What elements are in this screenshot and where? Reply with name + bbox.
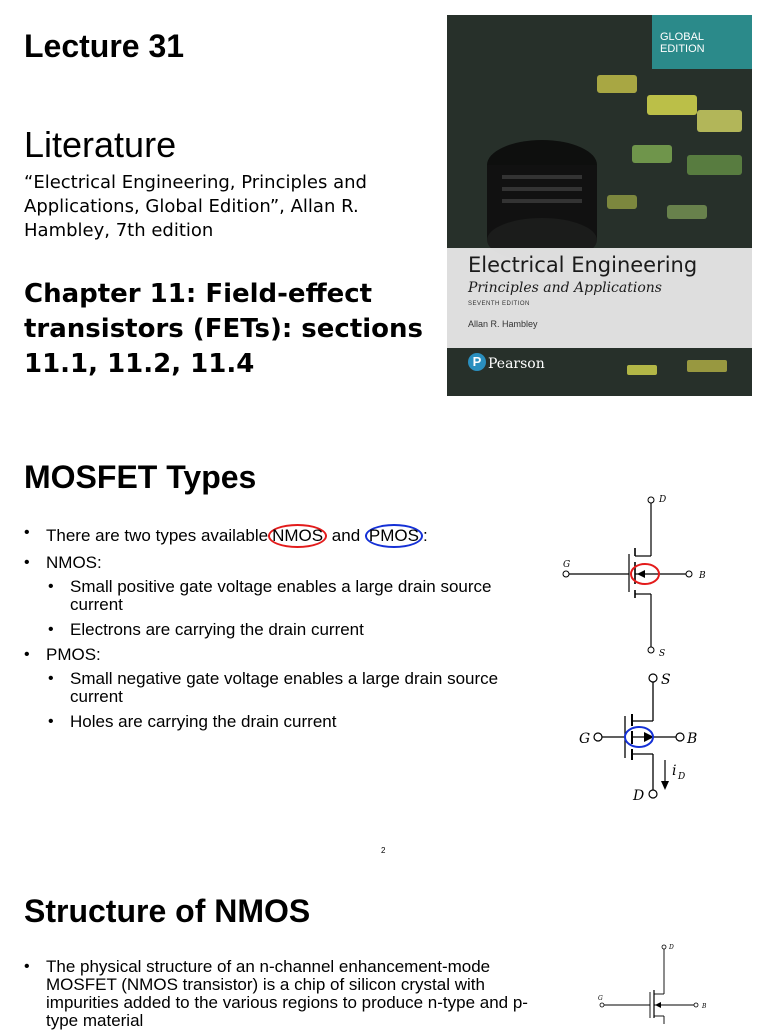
small-nmos-symbol (590, 938, 720, 1024)
chapter-reference: Chapter 11: Field-effect transistors (FETs): sections 11.1, 11.2, 11.4 (24, 279, 424, 379)
pmos-current-label: i (672, 763, 677, 779)
mosfet-types-title: MOSFET Types (24, 459, 257, 495)
book-cover-image (447, 15, 752, 396)
cover-subtitle: Principles and Applications (468, 280, 662, 296)
pmos-body-label: B (687, 731, 698, 747)
small-body-label: B (702, 1003, 707, 1010)
small-drain-label: D (669, 944, 674, 951)
badge-line-1: GLOBAL (660, 31, 705, 43)
list-item: • The physical structure of an n-channel enhancement-mode MOSFET (NMOS transistor) is a chip of silicon crystal with impurities added to the various regions to produce n-type and p-type material (46, 958, 546, 1030)
badge-line-2: EDITION (660, 43, 705, 55)
nmos-heading: • NMOS: (46, 554, 536, 572)
intro-suffix: : (422, 526, 428, 545)
pmos-heading: • PMOS: (46, 646, 536, 664)
pmos-gate-label: G (579, 731, 591, 747)
global-edition-badge (652, 15, 752, 69)
nmos-symbol-diagram (555, 488, 725, 663)
structure-nmos-title: Structure of NMOS (24, 893, 311, 929)
nmos-body-label: B (699, 571, 706, 581)
cover-title: Electrical Engineering (468, 253, 698, 277)
nmos-gate-label: G (563, 560, 571, 570)
pmos-drain-label: D (633, 788, 645, 804)
pearson-logo-icon: P (468, 353, 486, 371)
cover-edition: SEVENTH EDITION (468, 301, 530, 307)
list-item: • Holes are carrying the drain current (70, 713, 536, 731)
cover-publisher: Pearson (488, 356, 545, 372)
list-item: • Small negative gate voltage enables a large drain source current (70, 670, 536, 706)
list-item: • Small positive gate voltage enables a large drain source current (70, 578, 536, 614)
structure-nmos-list (46, 958, 546, 1030)
nmos-drain-label: D (659, 495, 667, 505)
cover-author: Allan R. Hambley (468, 319, 538, 329)
lecture-title: Lecture 31 (24, 28, 185, 64)
literature-heading: Literature (24, 124, 177, 165)
pmos-current-subscript: D (678, 772, 686, 782)
intro-and: and (331, 526, 361, 545)
small-gate-label: G (598, 995, 603, 1002)
pmos-symbol-diagram (570, 668, 720, 808)
nmos-source-label: S (659, 649, 666, 659)
pmos-highlight: PMOS (365, 524, 423, 548)
nmos-highlight: NMOS (268, 524, 327, 548)
page-number: 2 (381, 846, 386, 855)
list-item: • Electrons are carrying the drain current (70, 621, 536, 639)
mosfet-types-list (46, 524, 536, 738)
list-item (46, 524, 536, 548)
book-citation: “Electrical Engineering, Principles and Applications, Global Edition”, Allan R. Hambley, 7th edition (24, 172, 367, 241)
intro-prefix: There are two types available (46, 526, 269, 545)
pmos-source-label: S (661, 672, 671, 688)
